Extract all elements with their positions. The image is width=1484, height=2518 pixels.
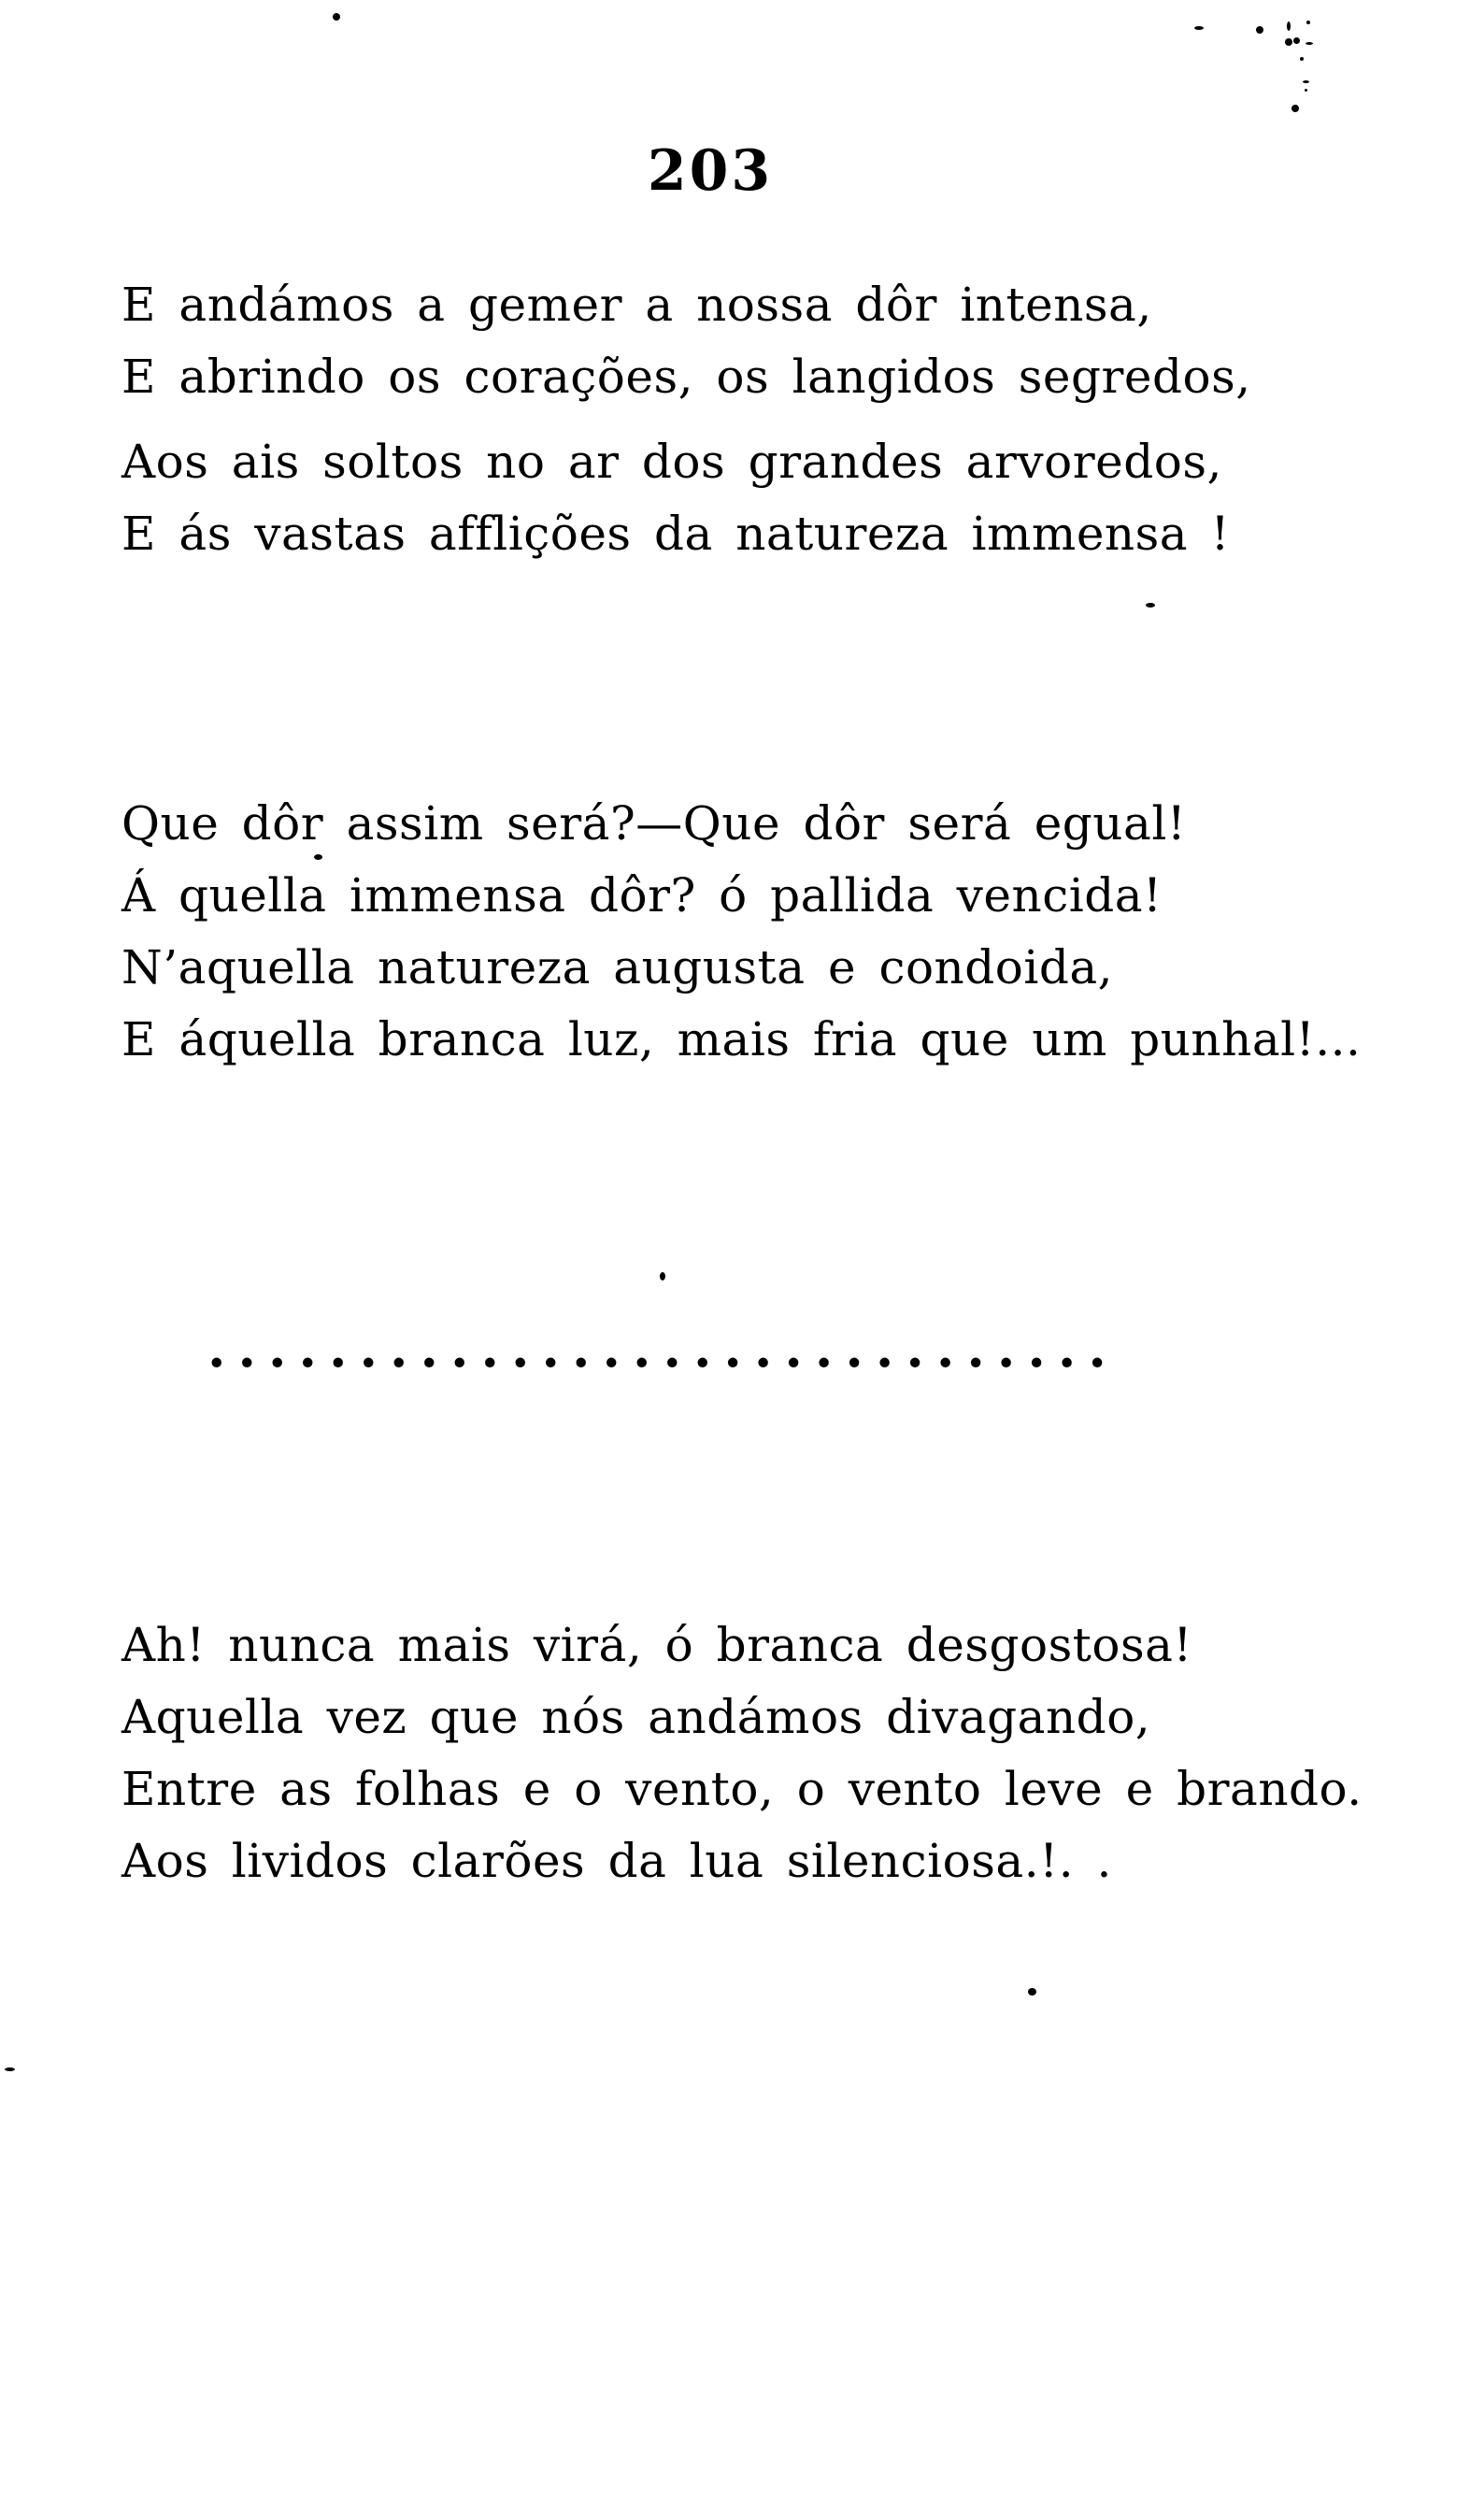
poem-stanza-1 xyxy=(121,269,1251,570)
page-number: 203 xyxy=(647,138,774,204)
scan-speck xyxy=(5,2067,15,2071)
scan-speck xyxy=(1028,1988,1036,1996)
scan-speck xyxy=(1300,57,1304,61)
scan-speck xyxy=(660,1272,665,1280)
poem-line: Aos ais soltos no ar dos grandes arvoredos, xyxy=(121,435,1222,489)
poem-line: N’aquella natureza augusta e condoida, xyxy=(121,940,1114,994)
scan-speck xyxy=(1293,37,1300,44)
poem-line: E andámos a gemer a nossa dôr intensa, xyxy=(121,278,1152,332)
poem-line: E abrindo os corações, os langidos segredos, xyxy=(121,350,1251,404)
scan-speck xyxy=(1291,105,1299,112)
scan-speck xyxy=(1303,80,1309,83)
poem-line: E áquella branca luz, mais fria que um punhal!... xyxy=(121,1012,1362,1066)
scan-speck xyxy=(1306,42,1313,45)
poem-line: Que dôr assim será?—Que dôr será egual! xyxy=(121,796,1187,851)
scan-speck xyxy=(314,854,322,860)
scan-speck xyxy=(1146,603,1155,608)
scan-speck xyxy=(1256,26,1263,34)
dotted-separator: .............................. xyxy=(207,1318,1119,1380)
poem-stanza-3 xyxy=(121,1610,1363,1897)
poem-line: Ah! nunca mais virá, ó branca desgostosa! xyxy=(121,1618,1193,1672)
scan-speck xyxy=(1194,26,1204,30)
scan-speck xyxy=(1285,38,1292,46)
poem-stanza-2 xyxy=(121,788,1361,1076)
poem-line: E ás vastas afflições da natureza immensa ! xyxy=(121,507,1231,561)
poem-line: Aquella vez que nós andámos divagando, xyxy=(121,1690,1151,1744)
scan-speck xyxy=(1306,21,1310,24)
scan-speck xyxy=(1287,21,1291,31)
scan-speck xyxy=(333,13,340,21)
poem-line: Aos lividos clarões da lua silenciosa.!. . xyxy=(121,1834,1112,1888)
poem-line: Entre as folhas e o vento, o vento leve e brando. xyxy=(121,1762,1363,1816)
scan-speck xyxy=(1305,89,1307,92)
poem-line: Á quella immensa dôr? ó pallida vencida! xyxy=(121,868,1163,923)
